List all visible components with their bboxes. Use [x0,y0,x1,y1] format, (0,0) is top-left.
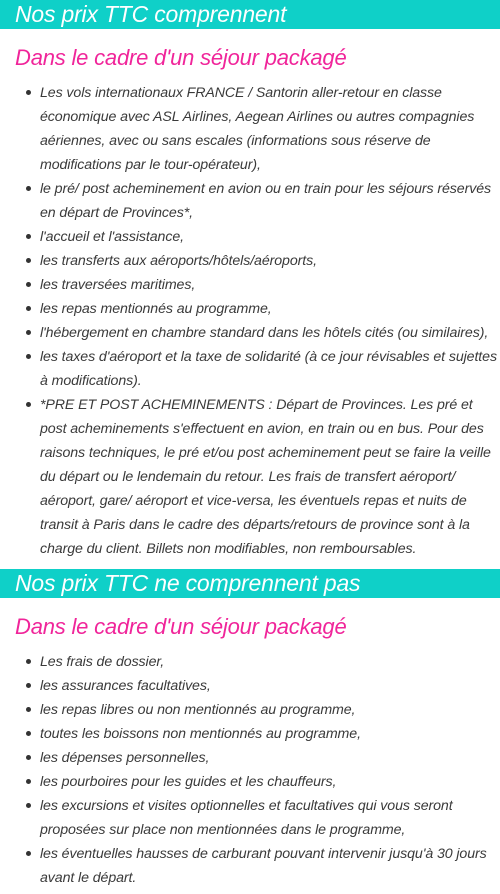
included-section-title: Nos prix TTC comprennent [0,0,500,29]
list-item: l'hébergement en chambre standard dans les hôtels cités (ou similaires), [40,321,500,345]
list-item: les traversées maritimes, [40,273,500,297]
list-item: les dépenses personnelles, [40,746,500,770]
excluded-section-subtitle: Dans le cadre d'un séjour packagé [15,614,347,639]
list-item: l'accueil et l'assistance, [40,225,500,249]
list-item: les éventuelles hausses de carburant pouvant intervenir jusqu'à 30 jours avant le départ. [40,842,500,890]
included-section-subtitle: Dans le cadre d'un séjour packagé [15,45,347,70]
section-spacer [0,561,500,569]
list-item: Les frais de dossier, [40,650,500,674]
list-item: Les vols internationaux FRANCE / Santorin aller-retour en classe économique avec ASL Airlines, Aegean Airlines ou autres compagnies aériennes, avec ou sans escales (informations sous réserve de modifications par le tour-opérateur), [40,81,500,177]
excluded-section [0,569,500,890]
list-item: les transferts aux aéroports/hôtels/aéroports, [40,249,500,273]
list-item: *PRE ET POST ACHEMINEMENTS : Départ de Provinces. Les pré et post acheminements s'effectuent en avion, en train ou en bus. Pour des raisons techniques, le pré et/ou post acheminement peut se faire la veille du départ ou le lendemain du retour. Les frais de transfert aéroport/ aéroport, gare/ aéroport et vice-versa, les éventuels repas et nuits de transit à Paris dans le cadre des départs/retours de province sont à la charge du client. Billets non modifiables, non remboursables. [40,393,500,561]
list-item: toutes les boissons non mentionnés au programme, [40,722,500,746]
list-item: les assurances facultatives, [40,674,500,698]
list-item: le pré/ post acheminement en avion ou en train pour les séjours réservés en départ de Provinces*, [40,177,500,225]
included-items-list [0,81,500,561]
list-item: les pourboires pour les guides et les chauffeurs, [40,770,500,794]
list-item: les taxes d'aéroport et la taxe de solidarité (à ce jour révisables et sujettes à modifications). [40,345,500,393]
list-item: les repas mentionnés au programme, [40,297,500,321]
excluded-items-list [0,650,500,890]
excluded-section-title: Nos prix TTC ne comprennent pas [0,569,500,598]
list-item: les repas libres ou non mentionnés au programme, [40,698,500,722]
list-item: les excursions et visites optionnelles et facultatives qui vous seront proposées sur place non mentionnées dans le programme, [40,794,500,842]
